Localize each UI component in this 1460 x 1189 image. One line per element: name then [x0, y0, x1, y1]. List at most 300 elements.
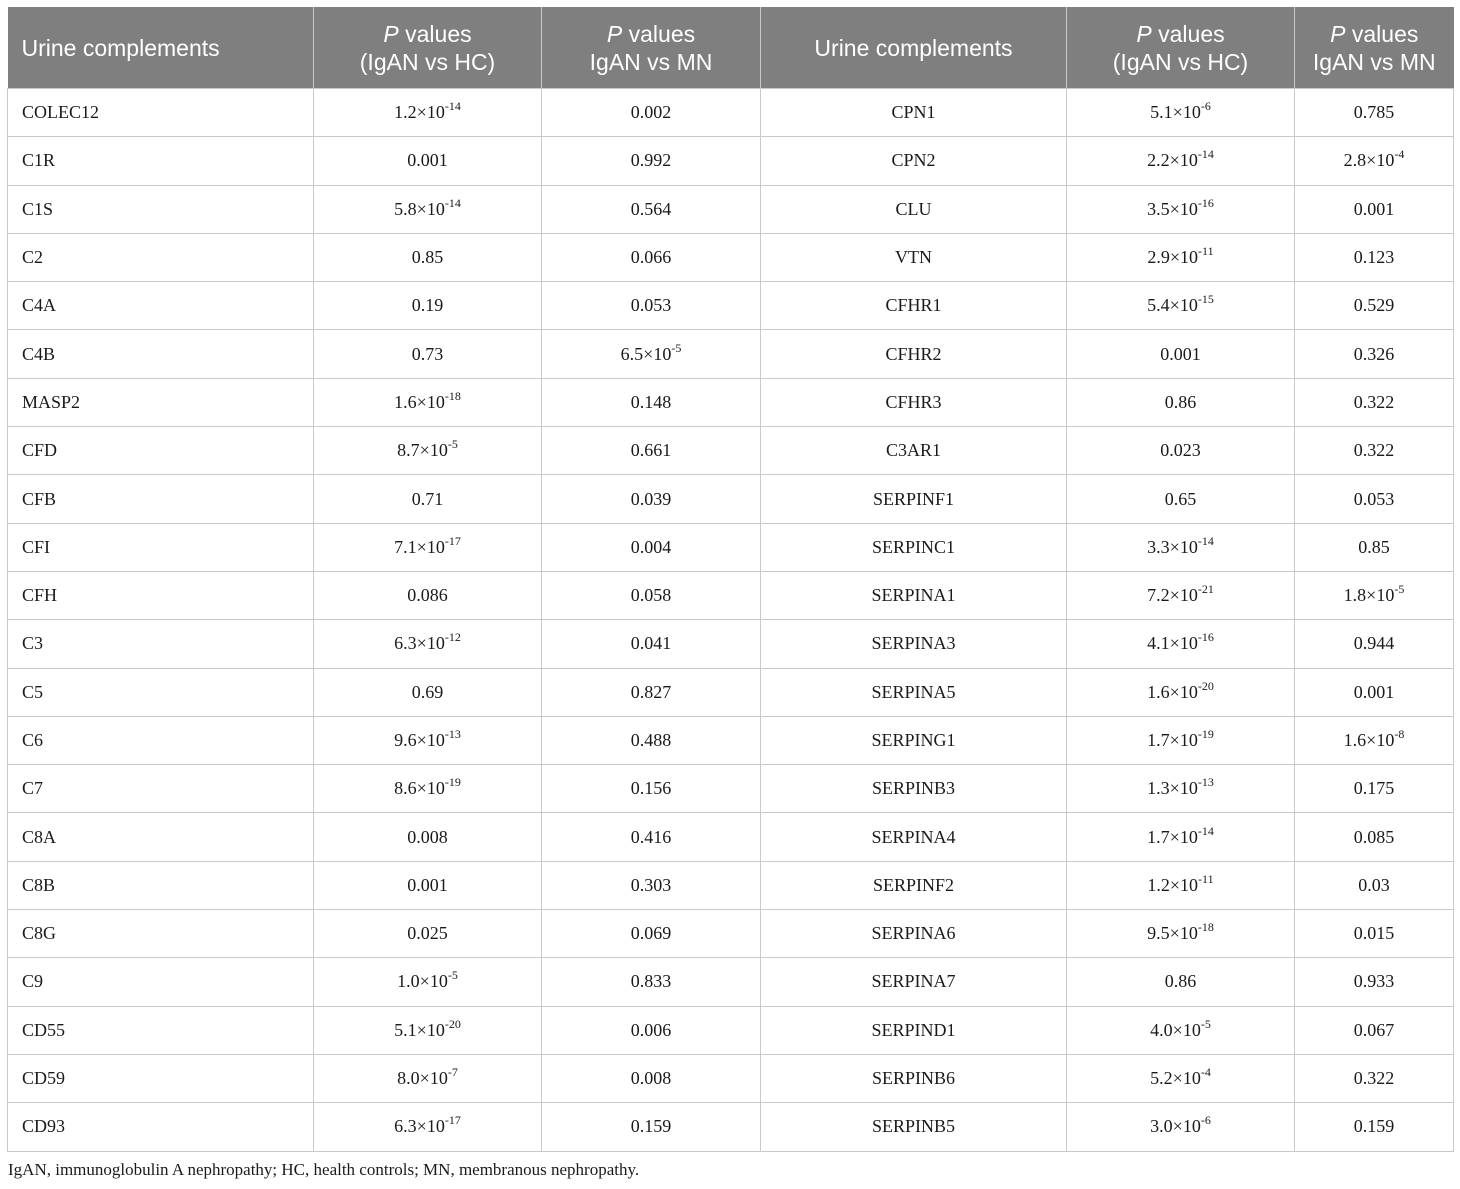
complement-name: C3 — [22, 633, 44, 654]
p-igan-vs-hc-exponent: -19 — [1197, 727, 1214, 741]
p-igan-vs-hc-exponent: -4 — [1200, 1065, 1211, 1080]
complement-name-cell — [8, 571, 314, 619]
p-igan-vs-mn-cell — [1295, 668, 1454, 716]
p-igan-vs-mn-cell — [542, 813, 761, 861]
p-igan-vs-mn-cell — [1295, 813, 1454, 861]
p-igan-vs-mn: 0.058 — [630, 585, 672, 606]
complement-name-cell — [761, 475, 1067, 523]
p-igan-vs-hc-exponent: -18 — [444, 388, 461, 403]
p-igan-vs-mn-cell — [542, 378, 761, 426]
complement-name: CFHR3 — [885, 391, 942, 412]
p-igan-vs-hc-exponent: -20 — [444, 1016, 461, 1031]
p-igan-vs-hc-cell — [1067, 185, 1295, 233]
p-igan-vs-mn: 0.933 — [1353, 971, 1395, 992]
p-igan-vs-mn-cell — [1295, 282, 1454, 330]
p-igan-vs-mn: 0.004 — [630, 536, 672, 557]
p-igan-vs-hc-exponent: -6 — [1200, 99, 1211, 114]
table-row — [8, 427, 1454, 475]
complement-name: SERPINA1 — [871, 585, 956, 606]
p-igan-vs-mn: 0.488 — [630, 730, 672, 750]
table-row — [8, 716, 1454, 764]
p-igan-vs-mn: 0.661 — [630, 440, 672, 461]
complement-name-cell — [761, 378, 1067, 426]
complement-name-cell — [761, 716, 1067, 764]
table-row — [8, 1006, 1454, 1054]
complement-name: SERPIND1 — [871, 1019, 956, 1040]
p-igan-vs-mn-cell — [1295, 910, 1454, 958]
complement-name-cell — [8, 233, 314, 281]
complement-name: SERPINB6 — [871, 1068, 956, 1089]
p-igan-vs-hc: 3.3×10 — [1147, 536, 1198, 557]
p-igan-vs-hc: 4.1×10 — [1147, 633, 1198, 654]
complement-name: C8G — [22, 923, 57, 944]
p-igan-vs-hc-cell — [1067, 137, 1295, 185]
p-igan-vs-hc-cell — [1067, 1054, 1295, 1102]
complement-name-cell — [8, 910, 314, 958]
complement-name-cell — [8, 185, 314, 233]
complement-name-cell — [8, 1006, 314, 1054]
complement-name: C8B — [22, 874, 56, 895]
p-igan-vs-mn-cell — [542, 282, 761, 330]
p-igan-vs-mn: 0.123 — [1353, 247, 1395, 268]
p-igan-vs-hc: 1.6×10 — [1147, 681, 1198, 702]
p-igan-vs-mn: 0.175 — [1353, 778, 1395, 799]
p-igan-vs-hc-cell — [1067, 378, 1295, 426]
p-igan-vs-hc: 1.6×10 — [394, 391, 445, 412]
p-igan-vs-mn-cell — [542, 765, 761, 813]
p-igan-vs-hc-exponent: -5 — [447, 437, 458, 452]
table-row — [8, 1054, 1454, 1102]
complement-name-cell — [761, 1006, 1067, 1054]
p-igan-vs-hc-exponent: -21 — [1197, 582, 1214, 597]
p-igan-vs-hc: 0.023 — [1160, 440, 1201, 461]
p-igan-vs-mn-cell — [1295, 958, 1454, 1006]
p-igan-vs-hc-exponent: -11 — [1198, 871, 1214, 886]
complement-name: CPN1 — [891, 102, 936, 123]
p-igan-vs-hc-exponent: -11 — [1198, 244, 1214, 259]
table-row — [8, 89, 1454, 137]
p-igan-vs-hc: 0.69 — [411, 681, 444, 702]
p-igan-vs-mn: 6.5×10 — [620, 343, 672, 364]
p-igan-vs-mn-cell — [1295, 89, 1454, 137]
p-igan-vs-mn-cell — [1295, 475, 1454, 523]
complement-name: CFH — [22, 585, 58, 606]
p-igan-vs-mn: 0.322 — [1353, 440, 1395, 461]
complement-name-cell — [761, 233, 1067, 281]
p-igan-vs-hc-cell — [314, 185, 542, 233]
p-igan-vs-mn: 0.053 — [630, 295, 672, 316]
p-igan-vs-hc-exponent: -15 — [1197, 292, 1214, 307]
table-row — [8, 910, 1454, 958]
p-igan-vs-mn: 1.6×10 — [1343, 730, 1395, 750]
complement-name: SERPINA5 — [871, 681, 956, 702]
p-igan-vs-hc: 0.86 — [1164, 971, 1197, 992]
complement-name: SERPINF1 — [872, 488, 955, 509]
p-igan-vs-mn: 0.827 — [630, 681, 672, 702]
header-p-igan-vs-hc-left: P values (IgAN vs HC) — [314, 7, 542, 89]
p-igan-vs-hc-cell — [1067, 282, 1295, 330]
complement-name-cell — [8, 958, 314, 1006]
p-igan-vs-hc-cell — [1067, 716, 1295, 764]
p-igan-vs-mn: 0.069 — [630, 923, 672, 944]
p-igan-vs-hc-cell — [1067, 571, 1295, 619]
p-igan-vs-hc-cell — [314, 1054, 542, 1102]
p-igan-vs-hc-exponent: -12 — [444, 630, 461, 645]
table-row — [8, 378, 1454, 426]
p-igan-vs-mn-cell — [542, 620, 761, 668]
p-igan-vs-mn-cell — [542, 475, 761, 523]
p-igan-vs-mn-cell — [1295, 765, 1454, 813]
p-igan-vs-mn: 0.85 — [1358, 536, 1390, 557]
complement-name-cell — [8, 716, 314, 764]
header-row — [8, 7, 1454, 89]
p-igan-vs-hc: 9.5×10 — [1147, 923, 1198, 944]
p-igan-vs-hc: 4.0×10 — [1150, 1019, 1201, 1040]
p-igan-vs-hc-cell — [1067, 668, 1295, 716]
complement-name: SERPINA3 — [871, 633, 956, 654]
p-igan-vs-hc-cell — [1067, 1103, 1295, 1151]
complement-name: CFHR1 — [885, 295, 942, 316]
p-igan-vs-hc: 0.001 — [1160, 343, 1201, 364]
table-body — [8, 89, 1454, 1152]
complement-name: COLEC12 — [22, 102, 100, 123]
p-igan-vs-hc: 0.008 — [407, 826, 448, 847]
p-igan-vs-mn: 0.303 — [630, 874, 672, 895]
complement-name: C4A — [22, 295, 57, 316]
table-row — [8, 137, 1454, 185]
complement-name-cell — [761, 282, 1067, 330]
complement-name: SERPINA6 — [871, 923, 956, 944]
p-igan-vs-hc-cell — [1067, 89, 1295, 137]
p-igan-vs-mn-cell — [1295, 185, 1454, 233]
p-igan-vs-mn-exponent: -4 — [1394, 147, 1405, 162]
p-igan-vs-hc-cell — [314, 958, 542, 1006]
complement-name-cell — [8, 765, 314, 813]
p-igan-vs-hc-cell — [314, 716, 542, 764]
complement-name-cell — [761, 861, 1067, 909]
p-igan-vs-hc-cell — [314, 765, 542, 813]
complement-name: C1R — [22, 150, 56, 171]
p-igan-vs-hc-cell — [1067, 1006, 1295, 1054]
complement-name-cell — [761, 523, 1067, 571]
complement-name: SERPINB5 — [871, 1116, 956, 1137]
p-igan-vs-mn: 0.156 — [630, 778, 672, 799]
p-igan-vs-mn-cell — [1295, 861, 1454, 909]
complement-name-cell — [761, 958, 1067, 1006]
p-igan-vs-mn: 0.039 — [630, 488, 672, 509]
complement-name-cell — [8, 1054, 314, 1102]
p-igan-vs-hc: 7.2×10 — [1147, 585, 1198, 606]
p-igan-vs-hc: 0.001 — [407, 874, 448, 895]
p-igan-vs-hc-cell — [1067, 910, 1295, 958]
p-igan-vs-mn: 0.159 — [630, 1116, 672, 1137]
p-igan-vs-hc: 2.9×10 — [1147, 247, 1199, 268]
p-igan-vs-hc-cell — [314, 1103, 542, 1151]
p-igan-vs-mn-cell — [542, 1006, 761, 1054]
complement-name: CFI — [22, 536, 51, 557]
p-igan-vs-mn: 0.085 — [1353, 826, 1395, 847]
p-igan-vs-hc-cell — [314, 668, 542, 716]
p-igan-vs-hc: 5.1×10 — [1150, 102, 1201, 123]
p-igan-vs-hc-cell — [314, 330, 542, 378]
p-igan-vs-mn-cell — [542, 910, 761, 958]
complement-name-cell — [8, 378, 314, 426]
p-igan-vs-hc: 7.1×10 — [394, 536, 445, 557]
p-igan-vs-hc-cell — [314, 1006, 542, 1054]
p-igan-vs-mn-cell — [542, 233, 761, 281]
p-igan-vs-mn: 0.322 — [1353, 1068, 1395, 1089]
complement-name-cell — [761, 427, 1067, 475]
p-igan-vs-mn: 2.8×10 — [1343, 150, 1395, 171]
p-igan-vs-hc: 0.86 — [1164, 391, 1197, 412]
complement-name-cell — [761, 1054, 1067, 1102]
p-igan-vs-hc-cell — [314, 475, 542, 523]
p-igan-vs-mn-cell — [1295, 1054, 1454, 1102]
p-igan-vs-mn-cell — [1295, 137, 1454, 185]
p-igan-vs-hc-exponent: -7 — [447, 1065, 458, 1080]
complement-name: CFHR2 — [885, 343, 942, 364]
p-igan-vs-hc-exponent: -17 — [444, 1113, 461, 1128]
p-igan-vs-hc: 0.71 — [411, 488, 444, 509]
complement-name: SERPINC1 — [871, 536, 956, 557]
p-igan-vs-mn: 0.03 — [1358, 874, 1390, 895]
p-igan-vs-mn-cell — [1295, 1103, 1454, 1151]
p-igan-vs-mn: 0.944 — [1353, 633, 1395, 654]
p-igan-vs-hc-cell — [314, 378, 542, 426]
complement-name: SERPINB3 — [871, 778, 956, 799]
p-igan-vs-hc-cell — [1067, 523, 1295, 571]
p-igan-vs-mn-cell — [542, 89, 761, 137]
p-igan-vs-mn-cell — [542, 523, 761, 571]
complement-name: C4B — [22, 343, 56, 364]
p-igan-vs-hc-exponent: -14 — [1197, 147, 1214, 162]
table-row — [8, 571, 1454, 619]
p-igan-vs-mn: 0.053 — [1353, 488, 1395, 509]
p-igan-vs-mn: 0.785 — [1353, 102, 1395, 123]
p-igan-vs-mn: 0.322 — [1353, 391, 1395, 412]
p-igan-vs-hc-cell — [314, 89, 542, 137]
table-row — [8, 1103, 1454, 1151]
p-igan-vs-hc: 0.001 — [407, 150, 448, 171]
p-igan-vs-mn: 0.148 — [630, 391, 672, 412]
p-igan-vs-hc-cell — [1067, 765, 1295, 813]
complement-name: C7 — [22, 778, 44, 799]
p-igan-vs-mn-cell — [542, 571, 761, 619]
p-igan-vs-mn: 0.015 — [1353, 923, 1395, 944]
table-footnote: IgAN, immunoglobulin A nephropathy; HC, health controls; MN, membranous nephropathy. — [8, 1160, 640, 1179]
complement-name-cell — [8, 620, 314, 668]
p-igan-vs-hc: 1.7×10 — [1147, 730, 1198, 750]
p-igan-vs-mn-cell — [542, 427, 761, 475]
p-igan-vs-mn-cell — [542, 1054, 761, 1102]
complement-name-cell — [8, 282, 314, 330]
complement-name: C3AR1 — [885, 440, 941, 461]
p-igan-vs-mn: 0.066 — [630, 247, 672, 268]
p-igan-vs-mn: 0.041 — [630, 633, 672, 654]
complement-name-cell — [761, 571, 1067, 619]
table-row — [8, 765, 1454, 813]
complement-name: CD93 — [22, 1116, 66, 1137]
complement-name-cell — [8, 475, 314, 523]
complement-name-cell — [761, 330, 1067, 378]
p-igan-vs-mn: 0.008 — [630, 1068, 672, 1089]
p-igan-vs-hc: 5.8×10 — [394, 198, 445, 219]
complement-name: MASP2 — [22, 391, 81, 412]
p-igan-vs-hc-exponent: -14 — [1197, 823, 1214, 838]
table-row — [8, 330, 1454, 378]
complement-name-cell — [761, 668, 1067, 716]
complement-table — [7, 7, 1454, 1152]
p-igan-vs-mn-cell — [1295, 233, 1454, 281]
p-igan-vs-mn-cell — [1295, 378, 1454, 426]
p-igan-vs-mn: 0.992 — [630, 150, 672, 171]
p-igan-vs-hc-exponent: -14 — [444, 99, 461, 114]
p-igan-vs-hc: 3.0×10 — [1150, 1116, 1201, 1137]
table-row — [8, 233, 1454, 281]
complement-name: SERPINF2 — [872, 874, 955, 895]
p-igan-vs-mn-cell — [1295, 330, 1454, 378]
p-igan-vs-hc-exponent: -14 — [444, 195, 461, 210]
p-igan-vs-mn-cell — [542, 1103, 761, 1151]
complement-name: C5 — [22, 681, 44, 702]
p-igan-vs-hc-cell — [1067, 813, 1295, 861]
p-igan-vs-hc: 3.5×10 — [1147, 198, 1198, 219]
complement-name: SERPINA4 — [871, 826, 956, 847]
complement-name-cell — [8, 813, 314, 861]
p-igan-vs-hc: 1.2×10 — [1147, 874, 1199, 895]
complement-name: C2 — [22, 247, 44, 268]
complement-name-cell — [8, 427, 314, 475]
p-igan-vs-hc: 1.3×10 — [1147, 778, 1198, 799]
p-igan-vs-mn-cell — [1295, 620, 1454, 668]
p-igan-vs-mn: 0.529 — [1353, 295, 1395, 316]
p-igan-vs-hc-exponent: -18 — [1197, 920, 1214, 935]
p-igan-vs-hc-cell — [314, 813, 542, 861]
p-igan-vs-mn: 0.564 — [630, 198, 672, 219]
p-igan-vs-mn-cell — [542, 330, 761, 378]
complement-name-cell — [8, 1103, 314, 1151]
p-igan-vs-hc: 5.1×10 — [394, 1019, 445, 1040]
p-igan-vs-hc-cell — [314, 571, 542, 619]
p-igan-vs-hc: 8.6×10 — [394, 778, 445, 799]
p-igan-vs-hc: 6.3×10 — [394, 633, 445, 654]
p-igan-vs-mn-cell — [1295, 1006, 1454, 1054]
p-igan-vs-mn-cell — [542, 958, 761, 1006]
table-row — [8, 282, 1454, 330]
p-igan-vs-hc-cell — [1067, 233, 1295, 281]
header-urine-complements-right: Urine complements — [761, 7, 1067, 89]
p-igan-vs-hc-exponent: -13 — [444, 727, 461, 741]
complement-name-cell — [761, 89, 1067, 137]
p-igan-vs-mn-cell — [542, 668, 761, 716]
p-igan-vs-hc-exponent: -19 — [444, 775, 461, 790]
complement-name-cell — [761, 1103, 1067, 1151]
p-igan-vs-hc: 0.73 — [411, 343, 444, 364]
p-igan-vs-hc-exponent: -20 — [1197, 678, 1214, 693]
complement-name: CD55 — [22, 1019, 66, 1040]
p-igan-vs-hc-exponent: -5 — [1200, 1016, 1211, 1031]
p-igan-vs-hc-exponent: -13 — [1197, 775, 1214, 790]
p-igan-vs-hc-cell — [1067, 861, 1295, 909]
p-igan-vs-hc: 5.2×10 — [1150, 1068, 1201, 1089]
p-igan-vs-mn: 0.002 — [630, 102, 672, 123]
p-igan-vs-hc: 1.0×10 — [397, 971, 448, 992]
p-igan-vs-hc-cell — [1067, 330, 1295, 378]
p-igan-vs-hc-cell — [314, 620, 542, 668]
p-igan-vs-mn: 0.001 — [1353, 681, 1395, 702]
complement-name-cell — [8, 668, 314, 716]
p-igan-vs-hc: 0.025 — [407, 923, 448, 944]
p-igan-vs-hc: 0.85 — [411, 247, 444, 268]
p-igan-vs-mn: 0.001 — [1353, 198, 1395, 219]
p-igan-vs-hc: 0.19 — [411, 295, 444, 316]
table-row — [8, 813, 1454, 861]
p-igan-vs-hc-exponent: -16 — [1197, 195, 1214, 210]
p-igan-vs-hc-cell — [314, 427, 542, 475]
p-igan-vs-hc: 1.2×10 — [394, 102, 445, 123]
table-row — [8, 185, 1454, 233]
complement-name: CFD — [22, 440, 58, 461]
p-igan-vs-hc: 2.2×10 — [1147, 150, 1198, 171]
complement-name-cell — [8, 330, 314, 378]
p-igan-vs-hc-exponent: -16 — [1197, 630, 1214, 645]
p-igan-vs-hc-exponent: -17 — [444, 533, 461, 548]
complement-name-cell — [761, 765, 1067, 813]
p-igan-vs-hc: 9.6×10 — [394, 730, 445, 750]
p-igan-vs-mn-cell — [542, 716, 761, 764]
p-igan-vs-mn: 0.006 — [630, 1019, 672, 1040]
p-igan-vs-mn-cell — [1295, 523, 1454, 571]
table-row — [8, 861, 1454, 909]
complement-name: C6 — [22, 730, 44, 750]
p-igan-vs-mn-cell — [1295, 716, 1454, 764]
p-igan-vs-mn-exponent: -5 — [1394, 582, 1405, 597]
p-igan-vs-hc-exponent: -6 — [1200, 1113, 1211, 1128]
p-igan-vs-hc-cell — [314, 233, 542, 281]
header-p-igan-vs-mn-left: P values IgAN vs MN — [542, 7, 761, 89]
p-igan-vs-hc-cell — [314, 282, 542, 330]
complement-name: C9 — [22, 971, 44, 992]
p-igan-vs-hc-cell — [1067, 620, 1295, 668]
header-p-igan-vs-mn-right: P values IgAN vs MN — [1295, 7, 1454, 89]
complement-name: CD59 — [22, 1068, 66, 1089]
p-igan-vs-mn: 0.326 — [1353, 343, 1395, 364]
complement-name: VTN — [895, 247, 932, 268]
header-urine-complements-left: Urine complements — [8, 7, 314, 89]
p-igan-vs-hc-cell — [314, 910, 542, 958]
complement-name-cell — [761, 813, 1067, 861]
table-row — [8, 620, 1454, 668]
p-igan-vs-mn-cell — [1295, 427, 1454, 475]
complement-name: CFB — [22, 488, 57, 509]
table-row — [8, 475, 1454, 523]
table-row — [8, 523, 1454, 571]
complement-name-cell — [8, 523, 314, 571]
p-igan-vs-hc-exponent: -5 — [447, 968, 458, 983]
p-igan-vs-mn: 0.067 — [1353, 1019, 1395, 1040]
table-row — [8, 958, 1454, 1006]
p-igan-vs-hc-cell — [314, 137, 542, 185]
p-igan-vs-hc: 8.7×10 — [397, 440, 448, 461]
p-igan-vs-hc-cell — [314, 523, 542, 571]
complement-name-cell — [761, 620, 1067, 668]
p-igan-vs-hc-cell — [1067, 475, 1295, 523]
p-igan-vs-hc-cell — [1067, 427, 1295, 475]
p-igan-vs-mn-cell — [542, 861, 761, 909]
complement-name-cell — [761, 910, 1067, 958]
complement-name-cell — [761, 185, 1067, 233]
p-igan-vs-hc-cell — [314, 861, 542, 909]
